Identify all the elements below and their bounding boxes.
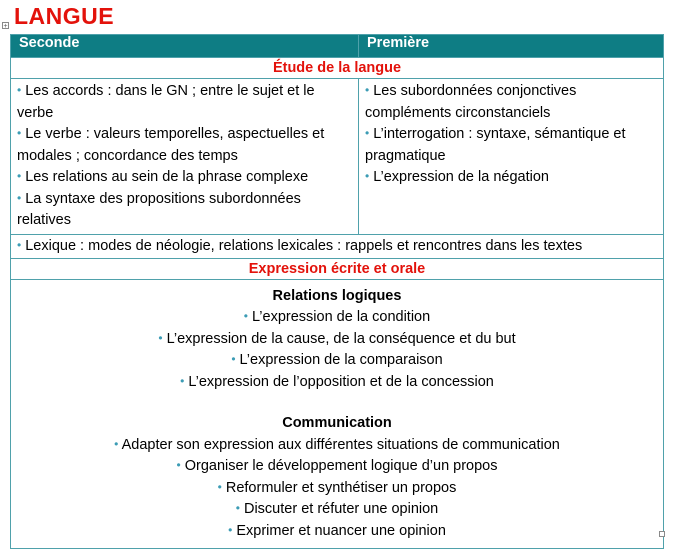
list-item <box>17 329 657 351</box>
list-item-text: Discuter et réfuter une opinion <box>243 501 439 517</box>
section-row <box>11 58 664 79</box>
premiere-cell <box>359 79 664 235</box>
list-item-text: Organiser le développement logique d’un propos <box>184 458 498 474</box>
bullet-icon: • <box>217 479 222 494</box>
list-item-text: Reformuler et synthétiser un propos <box>225 479 457 496</box>
list-item-text: Les subordonnées conjonctives compléments circonstanciels <box>365 83 577 121</box>
bullet-icon: • <box>365 126 370 140</box>
list-item <box>365 124 657 167</box>
list-item-text: Les accords : dans le GN ; entre le sujet et le verbe <box>17 83 315 121</box>
list-item-text: La syntaxe des propositions subordonnées relatives <box>17 190 301 228</box>
seconde-cell <box>11 79 359 235</box>
bullet-icon: • <box>17 169 22 183</box>
list-item-text: L’interrogation : syntaxe, sémantique et pragmatique <box>365 126 626 164</box>
list-item <box>17 372 657 394</box>
lexique-text: Lexique : modes de néologie, relations lexicales : rappels et rencontres dans les textes <box>25 237 583 254</box>
lexique-cell <box>11 234 664 258</box>
list-item <box>17 189 352 232</box>
page-title: LANGUE <box>14 3 115 29</box>
table-row <box>11 234 664 258</box>
bullet-icon: • <box>365 169 370 183</box>
list-item <box>17 307 657 329</box>
bullet-icon: • <box>17 126 22 140</box>
curriculum-table <box>10 34 664 549</box>
relations-heading: Relations logiques <box>272 287 402 304</box>
bullet-icon: • <box>17 83 22 97</box>
list-item-text: L’expression de la cause, de la conséquence et du but <box>166 330 516 347</box>
list-item-text: Adapter son expression aux différentes situations de communication <box>121 436 560 453</box>
list-item <box>17 435 657 457</box>
list-item-text: Exprimer et nuancer une opinion <box>236 522 446 539</box>
table-row <box>11 279 664 549</box>
bullet-icon: • <box>114 436 119 451</box>
list-item-text: L’expression de la négation <box>373 169 549 185</box>
bullet-icon: • <box>158 330 163 345</box>
list-item <box>17 456 657 478</box>
bullet-icon: • <box>228 522 233 537</box>
list-item <box>365 167 657 189</box>
bullet-icon: • <box>365 83 370 97</box>
bullet-icon: • <box>176 458 181 472</box>
header-premiere: Première <box>359 35 664 58</box>
list-item-text: Les relations au sein de la phrase complexe <box>25 169 309 185</box>
bullet-icon: • <box>231 352 236 366</box>
section-row <box>11 258 664 279</box>
list-item <box>17 167 352 189</box>
bullet-icon: • <box>180 373 185 388</box>
expression-cell <box>11 279 664 549</box>
spacer <box>17 393 657 413</box>
list-item <box>17 124 352 167</box>
list-item-text: Le verbe : valeurs temporelles, aspectuelles et modales ; concordance des temps <box>17 126 325 164</box>
list-item <box>17 521 657 543</box>
section-expression: Expression écrite et orale <box>11 258 664 279</box>
table-row <box>11 79 664 235</box>
bullet-icon: • <box>17 237 22 252</box>
list-item <box>17 350 657 372</box>
communication-heading: Communication <box>282 415 392 431</box>
list-item <box>17 478 657 500</box>
list-item <box>17 81 352 124</box>
section-etude-langue: Étude de la langue <box>11 58 664 79</box>
bullet-icon: • <box>17 190 22 205</box>
bullet-icon: • <box>243 309 248 323</box>
table-move-handle-icon[interactable]: + <box>3 23 8 30</box>
list-item-text: L’expression de la condition <box>252 309 431 325</box>
bullet-icon: • <box>235 501 240 515</box>
list-item-text: L’expression de l’opposition et de la concession <box>188 373 494 390</box>
list-item <box>365 81 657 124</box>
table-header-row <box>11 35 664 58</box>
table-resize-handle-icon[interactable] <box>659 531 665 537</box>
header-seconde: Seconde <box>11 35 359 58</box>
list-item-text: L’expression de la comparaison <box>239 352 443 368</box>
list-item <box>17 499 657 521</box>
